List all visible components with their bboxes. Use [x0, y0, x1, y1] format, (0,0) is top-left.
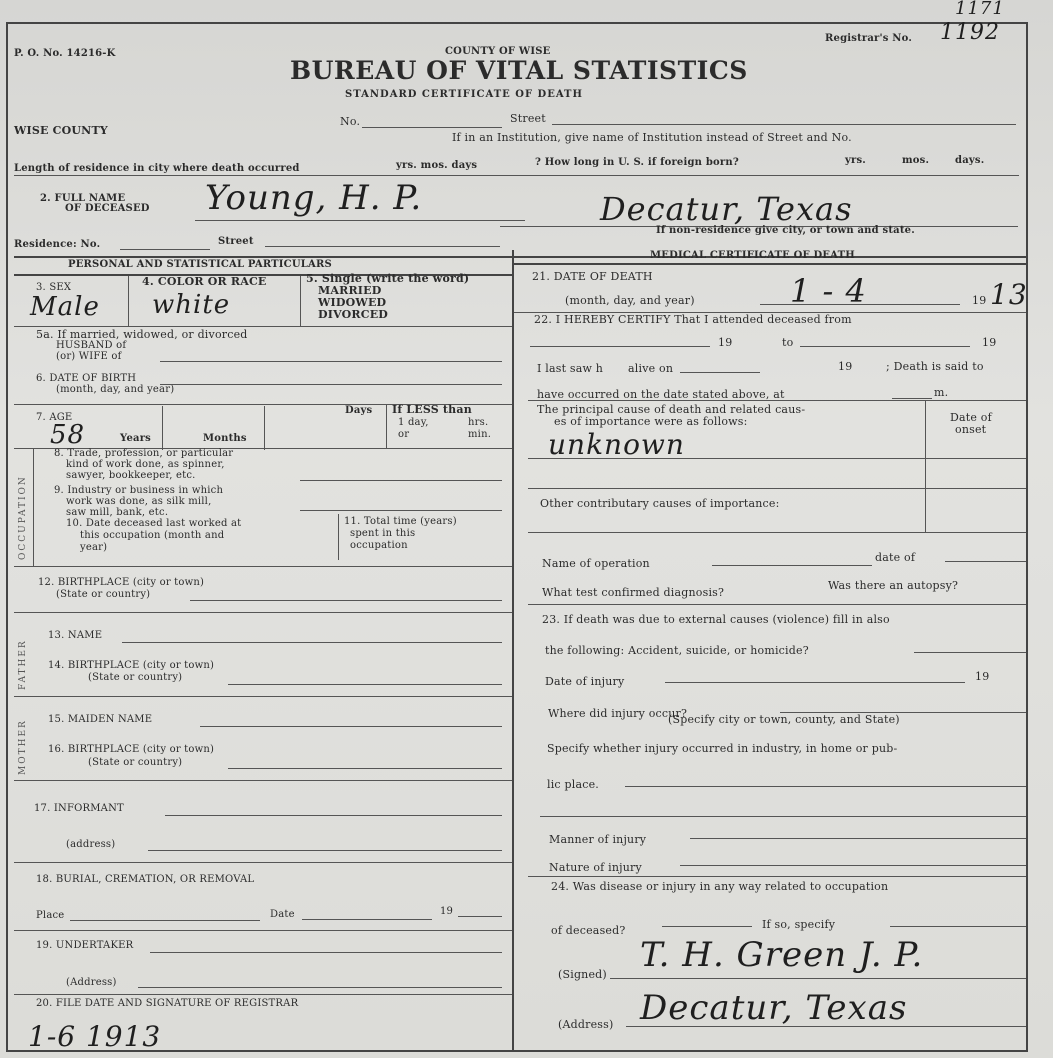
yrs-mos-days-label: yrs. mos. days — [396, 160, 478, 171]
residence-length-label: Length of residence in city where death occurred — [14, 163, 300, 174]
of-deceased-label: OF DECEASED — [65, 203, 150, 214]
father-birthplace-label: 14. BIRTHPLACE (city or town) — [48, 660, 215, 671]
father-vertical-label: FATHER — [18, 639, 28, 690]
cause-label-1: The principal cause of death and related caus- — [537, 403, 806, 416]
certify-label: 22. I HEREBY CERTIFY That I attended deceased from — [534, 313, 852, 326]
industry-label-3: saw mill, bank, etc. — [66, 507, 169, 518]
age-label: 7. AGE — [36, 412, 73, 423]
nature-injury-label: Nature of injury — [549, 861, 642, 874]
sex-value: Male — [30, 292, 100, 322]
registrar-number: 1192 — [940, 20, 1000, 45]
certificate-subtitle: STANDARD CERTIFICATE OF DEATH — [345, 89, 583, 100]
informant-address-label: (address) — [66, 839, 116, 850]
industry-label-1: 9. Industry or business in which — [54, 485, 224, 496]
po-number: P. O. No. 14216-K — [14, 48, 116, 59]
cause-label-2: es of importance were as follows: — [554, 415, 748, 428]
where-injury-sub: (Specify city or town, county, and State) — [668, 713, 900, 726]
color-value: white — [152, 290, 231, 320]
where-injury-label: Where did injury occur? — [548, 707, 688, 720]
last-worked-label-2: this occupation (month and — [80, 530, 225, 541]
min-label: min. — [468, 429, 492, 440]
father-name-label: 13. NAME — [48, 630, 103, 641]
total-time-label-3: occupation — [350, 540, 408, 551]
if-less-label: If LESS than — [392, 403, 472, 416]
registrar-label: Registrar's No. — [825, 33, 913, 44]
widowed-label: WIDOWED — [318, 296, 387, 309]
occupation-vertical-label: OCCUPATION — [18, 475, 28, 560]
mother-vertical-label: MOTHER — [18, 719, 28, 775]
personal-heading: PERSONAL AND STATISTICAL PARTICULARS — [68, 259, 332, 270]
signed-label: (Signed) — [558, 968, 607, 981]
residence-street-label: Street — [218, 236, 254, 247]
death-said-label: ; Death is said to — [886, 360, 984, 373]
street-label: Street — [510, 112, 546, 125]
burial-date-label: Date — [270, 909, 295, 920]
trade-label-3: sawyer, bookkeeper, etc. — [66, 470, 196, 481]
cause-of-death-value: unknown — [548, 428, 685, 461]
undertaker-address-label: (Address) — [66, 977, 117, 988]
specify-injury-label-2: lic place. — [547, 778, 599, 791]
days-label: Days — [345, 405, 373, 416]
married-label: MARRIED — [318, 284, 382, 297]
last-saw-label: I last saw h — [537, 362, 604, 375]
date-of-death-sub: (month, day, and year) — [565, 294, 695, 307]
informant-label: 17. INFORMANT — [34, 803, 124, 814]
external-causes-label-2: the following: Accident, suicide, or homicide? — [545, 644, 809, 657]
last-worked-label-3: year) — [80, 542, 108, 553]
operation-date-label: date of — [875, 551, 916, 564]
wife-label: (or) WIFE of — [56, 351, 122, 362]
marital-label: 5. Single (write the word) — [306, 272, 470, 285]
maiden-name-label: 15. MAIDEN NAME — [48, 714, 153, 725]
residence-no-label: Residence: No. — [14, 239, 101, 250]
color-label: 4. COLOR OR RACE — [142, 275, 267, 288]
deceased-name: Young, H. P. — [205, 178, 423, 218]
mother-birthplace-sub: (State or country) — [88, 757, 183, 768]
contributory-label: Other contributary causes of importance: — [540, 497, 780, 510]
autopsy-label: Was there an autopsy? — [828, 579, 959, 592]
certify-to-year: 19 — [982, 336, 997, 349]
date-onset-label-1: Date of — [950, 411, 992, 424]
residence-place: Decatur, Texas — [600, 190, 853, 228]
date-of-death-label: 21. DATE OF DEATH — [532, 270, 653, 283]
hrs-label: hrs. — [468, 417, 489, 428]
institution-note: If in an Institution, give name of Institution instead of Street and No. — [452, 131, 852, 144]
dob-label: 6. DATE OF BIRTH — [36, 373, 137, 384]
date-onset-label-2: onset — [955, 423, 987, 436]
occupation-related-label: 24. Was disease or injury in any way related to occupation — [551, 880, 889, 893]
last-worked-label-1: 10. Date deceased last worked at — [66, 518, 242, 529]
age-value: 58 — [50, 420, 86, 450]
foreign-born-label: ? How long in U. S. if foreign born? — [535, 157, 739, 168]
if-so-specify-label: If so, specify — [762, 918, 836, 931]
industry-label-2: work was done, as silk mill, — [66, 496, 212, 507]
months-label: Months — [203, 433, 247, 444]
undertaker-label: 19. UNDERTAKER — [36, 940, 134, 951]
operation-label: Name of operation — [542, 557, 650, 570]
trade-label-2: kind of work done, as spinner, — [66, 459, 225, 470]
trade-label-1: 8. Trade, profession, or particular — [54, 448, 234, 459]
nonresidence-note: If non-residence give city, or town and state. — [656, 225, 915, 236]
file-date-label: 20. FILE DATE AND SIGNATURE OF REGISTRAR — [36, 998, 299, 1009]
years-label: Years — [120, 433, 152, 444]
spouse-label: 5a. If married, widowed, or divorced — [36, 328, 248, 341]
alive-on-label: alive on — [628, 362, 674, 375]
registrar-top-number: 1171 — [955, 0, 1005, 19]
occurred-label: have occurred on the date stated above, at — [537, 388, 785, 401]
specify-injury-label-1: Specify whether injury occurred in industry, in home or pub- — [547, 742, 898, 755]
mother-birthplace-label: 16. BIRTHPLACE (city or town) — [48, 744, 215, 755]
father-birthplace-sub: (State or country) — [88, 672, 183, 683]
yrs-label: yrs. — [845, 155, 866, 166]
manner-injury-label: Manner of injury — [549, 833, 647, 846]
injury-year-label: 19 — [975, 670, 990, 683]
total-time-label-1: 11. Total time (years) — [344, 516, 457, 527]
date-of-death-value: 1 - 4 — [790, 272, 867, 310]
signed-value: T. H. Green J. P. — [640, 935, 924, 975]
certify-to-label: to — [782, 336, 794, 349]
birthplace-sub: (State or country) — [56, 589, 151, 600]
divorced-label: DIVORCED — [318, 308, 389, 321]
time-m-label: m. — [934, 386, 949, 399]
husband-label: HUSBAND of — [56, 340, 127, 351]
certify-from-year: 19 — [718, 336, 733, 349]
test-label: What test confirmed diagnosis? — [542, 586, 725, 599]
address-label: (Address) — [558, 1018, 614, 1031]
dob-sub: (month, day, and year) — [56, 384, 175, 395]
sex-label: 3. SEX — [36, 282, 72, 293]
file-date-value: 1-6 1913 — [28, 1020, 162, 1053]
days-label: days. — [955, 155, 985, 166]
or-label: or — [398, 429, 410, 440]
birthplace-label: 12. BIRTHPLACE (city or town) — [38, 577, 205, 588]
medical-heading: MEDICAL CERTIFICATE OF DEATH — [650, 250, 855, 261]
county-heading: COUNTY OF WISE — [445, 46, 551, 57]
one-day-label: 1 day, — [398, 417, 429, 428]
of-deceased-label-2: of deceased? — [551, 924, 626, 937]
burial-year-label: 19 — [440, 906, 454, 917]
burial-label: 18. BURIAL, CREMATION, OR REMOVAL — [36, 874, 255, 885]
injury-date-label: Date of injury — [545, 675, 625, 688]
wise-county-label: WISE COUNTY — [14, 124, 108, 137]
date-of-death-year: 13 — [990, 278, 1028, 311]
last-saw-year: 19 — [838, 360, 853, 373]
mos-label: mos. — [902, 155, 930, 166]
total-time-label-2: spent in this — [350, 528, 416, 539]
external-causes-label-1: 23. If death was due to external causes (violence) fill in also — [542, 613, 890, 626]
full-name-label: 2. FULL NAME — [40, 193, 126, 204]
no-label: No. — [340, 115, 361, 128]
address-value: Decatur, Texas — [640, 988, 908, 1028]
date-of-death-year-prefix: 19 — [972, 294, 987, 307]
burial-place-label: Place — [36, 910, 65, 921]
bureau-title: BUREAU OF VITAL STATISTICS — [290, 56, 748, 85]
